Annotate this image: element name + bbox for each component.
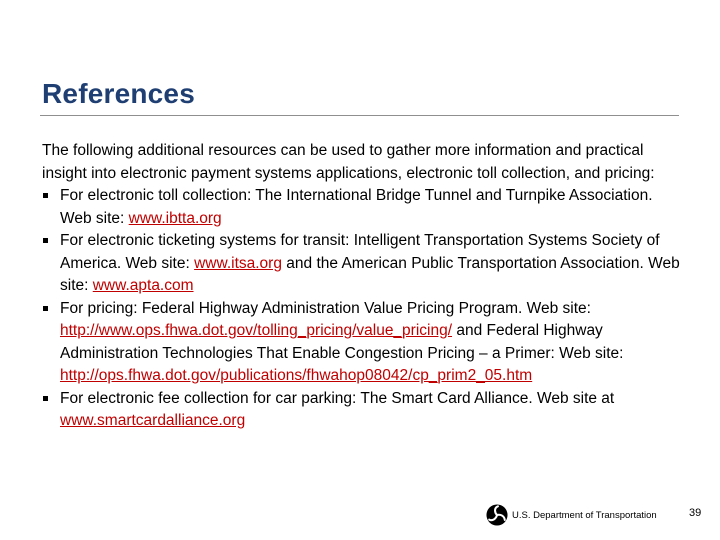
list-item xyxy=(42,185,682,230)
agency-name: U.S. Department of Transportation xyxy=(512,509,657,521)
item-text: and Federal Highway Administration Technologies That Enable Congestion Pricing – a Primer: Web site: xyxy=(60,322,624,362)
smartcard-alliance-link[interactable]: www.smartcardalliance.org xyxy=(60,412,246,429)
item-text: and the American Public Transportation Association. Web site: xyxy=(60,254,680,294)
list-item xyxy=(42,388,682,433)
apta-link[interactable]: www.apta.com xyxy=(92,277,194,294)
item-text: For electronic ticketing systems for transit: Intelligent Transportation Systems Society of America. Web site: xyxy=(60,232,660,272)
footer-branding xyxy=(486,504,657,526)
ibtta-link[interactable]: www.ibtta.org xyxy=(128,209,222,227)
list-item xyxy=(42,230,682,298)
bullet-icon xyxy=(43,306,48,311)
item-text: For electronic toll collection: The International Bridge Tunnel and Turnpike Association. Web site: xyxy=(60,187,653,227)
bullet-icon xyxy=(43,238,48,243)
itsa-link[interactable]: www.itsa.org xyxy=(194,254,282,272)
value-pricing-link[interactable]: http://www.ops.fhwa.dot.gov/tolling_pricing/value_pricing/ xyxy=(60,322,453,339)
bullet-icon xyxy=(43,193,48,198)
dot-triskelion-icon xyxy=(486,504,508,526)
slide-title: References xyxy=(42,78,195,109)
item-text: For electronic fee collection for car parking: The Smart Card Alliance. Web site at xyxy=(60,389,615,407)
reference-list xyxy=(42,185,682,433)
congestion-pricing-primer-link[interactable]: http://ops.fhwa.dot.gov/publications/fhwahop08042/cp_prim2_05.htm xyxy=(60,367,533,384)
bullet-icon xyxy=(43,396,48,401)
list-item xyxy=(42,298,682,388)
slide-body xyxy=(42,140,682,433)
intro-text: The following additional resources can be used to gather more information and practical insight into electronic payment systems applications, electronic toll collection, and pricing: xyxy=(42,142,655,182)
page-number: 39 xyxy=(689,507,702,519)
item-text: For pricing: Federal Highway Administration Value Pricing Program. Web site: xyxy=(60,299,591,317)
title-divider xyxy=(40,115,679,116)
